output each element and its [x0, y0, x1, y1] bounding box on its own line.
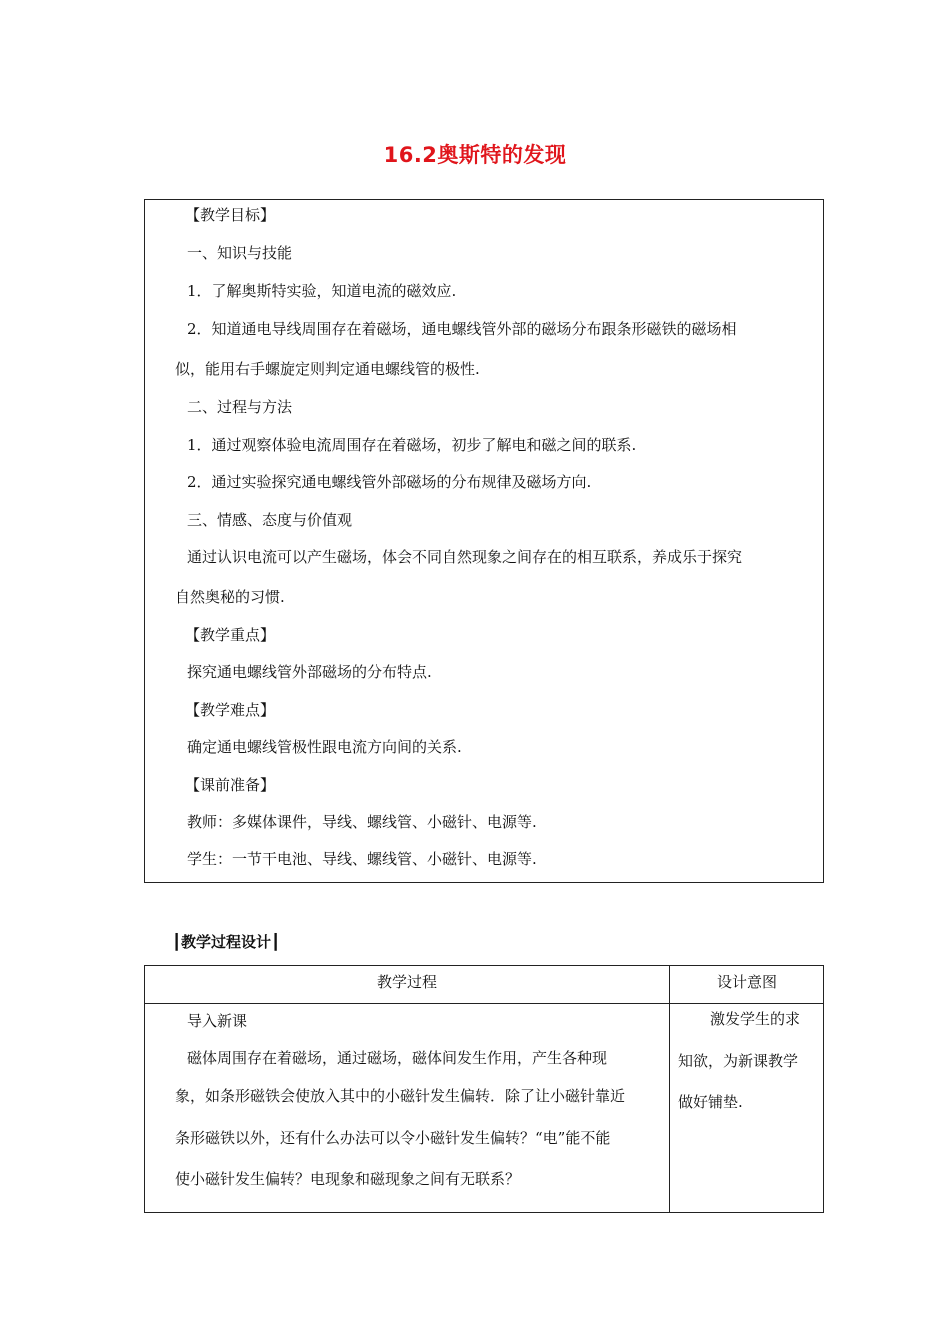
col-header-intent: 设计意图	[716, 973, 777, 991]
objective-item-continued: 自然奥秘的习惯.	[175, 588, 285, 606]
objective-item: 通过认识电流可以产生磁场，体会不同自然现象之间存在的相互联系，养成乐于探究	[187, 548, 743, 566]
section-values: 三、情感、态度与价值观	[187, 511, 353, 529]
prep-student: 学生：一节干电池、导线、螺线管、小磁针、电源等.	[187, 850, 537, 868]
objective-item: 2．通过实验探究通电螺线管外部磁场的分布规律及磁场方向.	[187, 473, 592, 491]
heading-preparation: 【课前准备】	[185, 776, 276, 794]
objective-item-continued: 似，能用右手螺旋定则判定通电螺线管的极性.	[175, 360, 480, 378]
table-header-divider	[145, 1003, 823, 1004]
heading-goals: 【教学目标】	[185, 206, 276, 224]
intent-line: 知欲，为新课教学	[678, 1052, 799, 1070]
page-title: 16.2奥斯特的发现	[383, 143, 567, 167]
heading-key-points: 【教学重点】	[185, 626, 276, 644]
intro-line: 象，如条形磁铁会使放入其中的小磁针发生偏转．除了让小磁针靠近	[175, 1087, 626, 1105]
intro-title: 导入新课	[187, 1012, 248, 1030]
intro-line: 条形磁铁以外，还有什么办法可以令小磁针发生偏转？“电”能不能	[175, 1129, 611, 1147]
intro-line: 使小磁针发生偏转？电现象和磁现象之间有无联系？	[175, 1170, 521, 1188]
section-knowledge: 一、知识与技能	[187, 244, 293, 262]
process-table	[144, 965, 824, 1213]
key-points-text: 探究通电螺线管外部磁场的分布特点.	[187, 663, 432, 681]
objective-item: 2．知道通电导线周围存在着磁场，通电螺线管外部的磁场分布跟条形磁铁的磁场相	[187, 320, 737, 338]
table-column-divider	[669, 966, 670, 1212]
intro-line: 磁体周围存在着磁场，通过磁场，磁体间发生作用，产生各种现	[187, 1049, 608, 1067]
objective-item: 1．了解奥斯特实验，知道电流的磁效应.	[187, 282, 457, 300]
objective-item: 1．通过观察体验电流周围存在着磁场，初步了解电和磁之间的联系.	[187, 436, 637, 454]
section-process: 二、过程与方法	[187, 398, 293, 416]
heading-difficulty: 【教学难点】	[185, 701, 276, 719]
intent-line: 激发学生的求	[710, 1010, 801, 1028]
objectives-box	[144, 199, 824, 883]
intent-line: 做好铺垫.	[678, 1093, 743, 1111]
prep-teacher: 教师：多媒体课件，导线、螺线管、小磁针、电源等.	[187, 813, 537, 831]
process-design-label: ┃教学过程设计┃	[172, 933, 281, 951]
difficulty-text: 确定通电螺线管极性跟电流方向间的关系.	[187, 738, 462, 756]
col-header-process: 教学过程	[376, 973, 437, 991]
